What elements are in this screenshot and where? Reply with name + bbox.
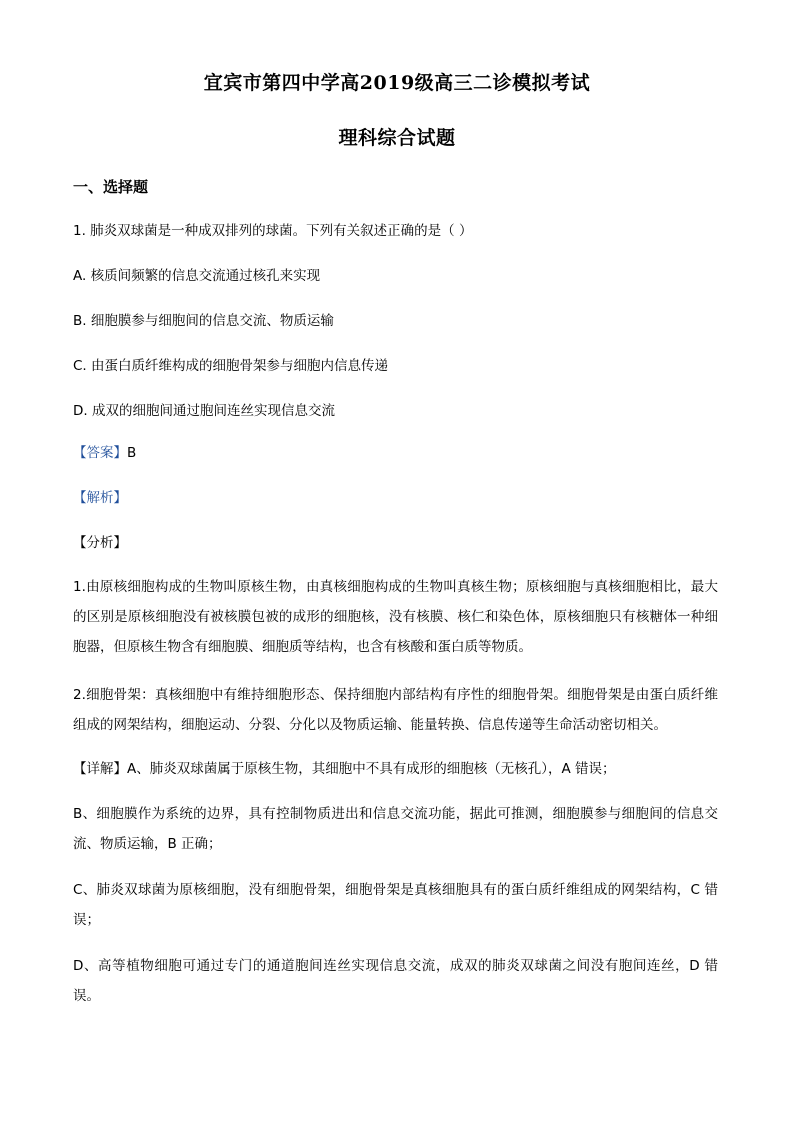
analysis-paragraph-1: 1.由原核细胞构成的生物叫原核生物，由真核细胞构成的生物叫真核生物；原核细胞与真核细胞相比，最大的区别是原核细胞没有被核膜包被的成形的细胞核，没有核膜、核仁和染色体，原核细胞只有核糖体一种细胞器，但原核生物含有细胞膜、细胞质等结构，也含有核酸和蛋白质等物质。 [73, 579, 718, 655]
analysis-line [73, 488, 723, 508]
option-b: B. 细胞膜参与细胞间的信息交流、物质运输 [73, 313, 334, 329]
question-stem: 1. 肺炎双球菌是一种成双排列的球菌。下列有关叙述正确的是（ ） [73, 223, 473, 239]
section-heading: 一、选择题 [73, 178, 149, 196]
option-a: A. 核质间频繁的信息交流通过核孔来实现 [73, 268, 321, 284]
option-c: C. 由蛋白质纤维构成的细胞骨架参与细胞内信息传递 [73, 358, 389, 374]
detail-first: A、肺炎双球菌属于原核生物，其细胞中不具有成形的细胞核（无核孔），A 错误； [127, 761, 616, 777]
answer-label: 【答案】 [73, 445, 127, 461]
analysis-paragraph-2: 2.细胞骨架：真核细胞中有维持细胞形态、保持细胞内部结构有序性的细胞骨架。细胞骨架是由蛋白质纤维组成的网架结构，细胞运动、分裂、分化以及物质运输、能量转换、信息传递等生命活动密切相关。 [73, 687, 718, 733]
detail-paragraph-b: B、细胞膜作为系统的边界，具有控制物质进出和信息交流功能，据此可推测，细胞膜参与细胞间的信息交流、物质运输，B 正确； [73, 806, 718, 852]
option-d: D. 成双的细胞间通过胞间连丝实现信息交流 [73, 403, 335, 419]
detail-paragraph-c: C、肺炎双球菌为原核细胞，没有细胞骨架，细胞骨架是真核细胞具有的蛋白质纤维组成的网架结构，C 错误； [73, 882, 718, 928]
answer-line [73, 443, 723, 463]
answer-value: B [127, 445, 137, 461]
analysis-label: 【解析】 [73, 490, 127, 506]
page-subtitle: 理科综合试题 [338, 127, 456, 149]
detail-paragraph-a [73, 754, 718, 784]
detail-paragraph-d: D、高等植物细胞可通过专门的通道胞间连丝实现信息交流，成双的肺炎双球菌之间没有胞间连丝，D 错误。 [73, 958, 718, 1004]
fenxi-label: 【分析】 [73, 535, 127, 551]
detail-label: 【详解】 [73, 761, 127, 777]
fenxi-line [73, 533, 723, 553]
page-title: 宜宾市第四中学高2019级高三二诊模拟考试 [203, 72, 591, 94]
